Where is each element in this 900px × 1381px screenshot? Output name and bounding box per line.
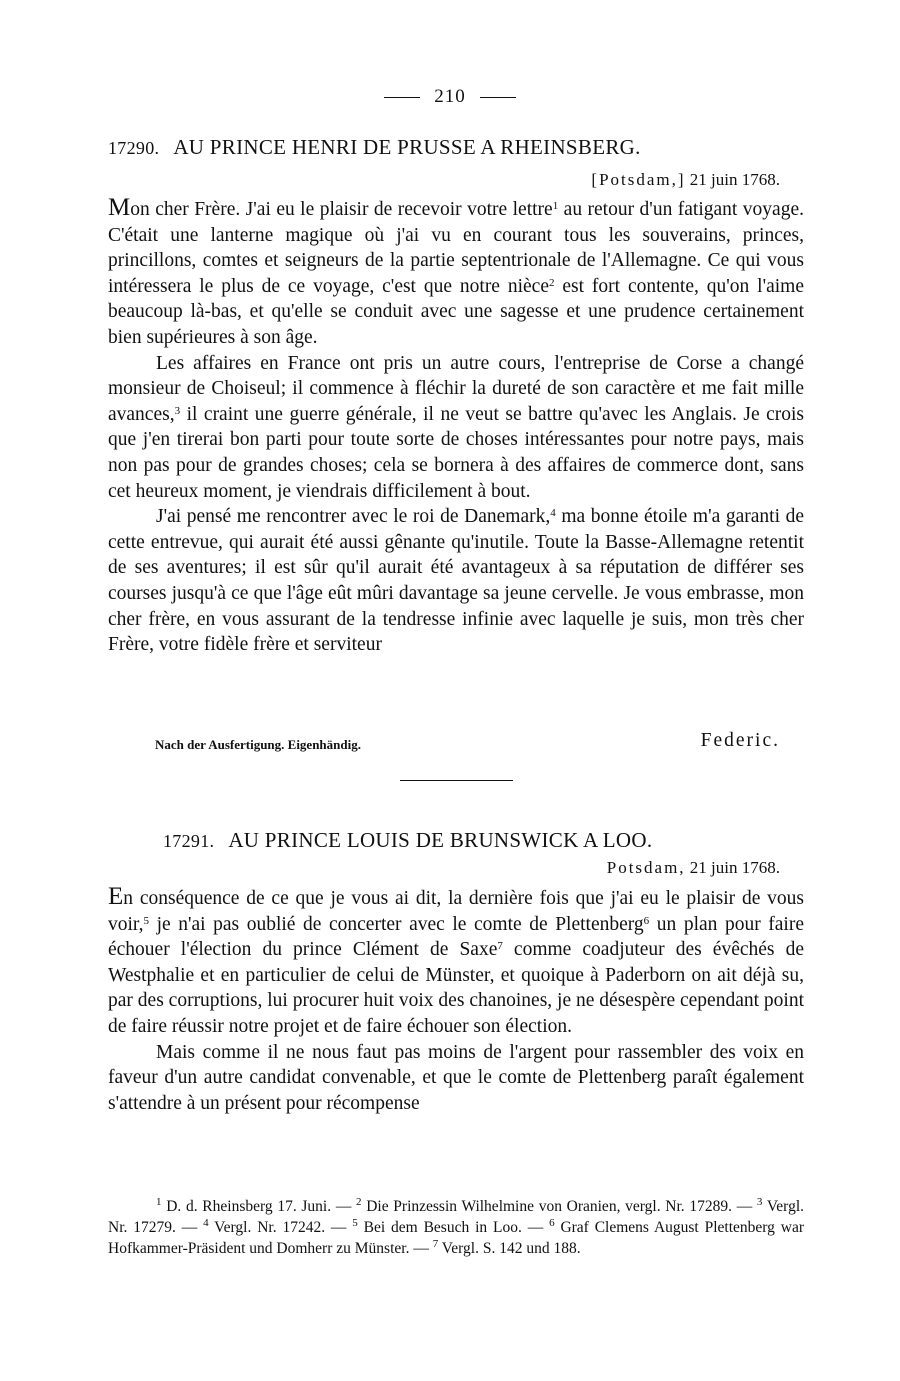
paragraph bbox=[108, 195, 804, 351]
footnote-text: D. d. Rheinsberg 17. Juni. — bbox=[161, 1198, 357, 1215]
text-run: je n'ai pas oublié de concerter avec le comte de Plettenberg bbox=[149, 913, 644, 935]
letter-number: 17290. bbox=[108, 138, 160, 158]
letter-heading: AU PRINCE LOUIS DE BRUNSWICK A LOO. bbox=[228, 828, 653, 852]
footnote-number: 2 bbox=[356, 1196, 362, 1208]
footnote-ref: 5 bbox=[143, 914, 150, 927]
footnote-text: Vergl. Nr. 17279. — bbox=[108, 1198, 804, 1236]
footnote-ref: 3 bbox=[174, 404, 181, 417]
paragraph bbox=[108, 504, 804, 658]
header-dash-right bbox=[480, 97, 516, 98]
text-run: comme coadjuteur des évêchés de Westphalie et en particulier de celui de Münster, et quoique à Paderborn on ait déjà su, par des corruptions, lui procurer huit voix des chanoines, je ne désespère cependant point de faire réussir notre projet et de faire échouer son élection. bbox=[108, 939, 804, 1037]
text-run: n conséquence de ce que je vous ai dit, la dernière fois que j'ai eu le plaisir de vous voir, bbox=[108, 888, 804, 935]
text-run: est fort contente, qu'on l'aime beaucoup là-bas, et qu'elle se conduit avec une sagesse et une prudence certainement bien supérieures à son âge. bbox=[108, 275, 804, 348]
text-run: J'ai pensé me rencontrer avec le roi de Danemark, bbox=[156, 506, 551, 528]
footnote-ref: 7 bbox=[497, 940, 503, 953]
letter-title bbox=[163, 828, 863, 853]
letter-title bbox=[108, 135, 808, 160]
text-run: un plan pour faire échouer l'élection du prince Clément de Saxe bbox=[108, 913, 804, 961]
footnote-number: 5 bbox=[352, 1217, 358, 1229]
footnote-text: Vergl. S. 142 und 188. bbox=[438, 1240, 581, 1257]
footnote-text: Die Prinzessin Wilhelmine von Oranien, vergl. Nr. 17289. — bbox=[361, 1198, 757, 1215]
footnote-number: 6 bbox=[549, 1217, 555, 1229]
letter-place: [Potsdam,] bbox=[591, 170, 686, 189]
text-run: au retour d'un fatigant voyage. C'était une lanterne magique où j'ai vu en courant tous les souverains, princes, princillons, comtes et seigneurs de la partie septentrionale de l'Allemagne. Ce qui vous intéressera le plus de ce voyage, c'est que notre nièce bbox=[108, 199, 804, 297]
letter-dateline bbox=[607, 858, 780, 878]
footnote-number: 1 bbox=[156, 1196, 162, 1208]
footnote-number: 7 bbox=[432, 1238, 439, 1250]
letter-dateline bbox=[591, 170, 780, 190]
footnote-block bbox=[108, 1196, 804, 1259]
letter-heading: AU PRINCE HENRI DE PRUSSE A RHEINSBERG. bbox=[173, 135, 641, 159]
letter-date: 21 juin 1768. bbox=[689, 858, 780, 877]
text-run: on cher Frère. J'ai eu le plaisir de recevoir votre lettre bbox=[130, 199, 553, 220]
paragraph bbox=[108, 351, 804, 505]
letter-date: 21 juin 1768. bbox=[689, 170, 780, 189]
footnote-ref: 2 bbox=[548, 276, 555, 289]
text-run: il craint une guerre générale, il ne veut se battre qu'avec les Anglais. Je crois que j'en tirerai bon parti pour toute sorte de choses intéressantes pour notre pays, mais non pas pour de grandes choses; cela se bornera à des affaires de commerce dont, sans cet heureux moment, je viendrais difficilement à bout. bbox=[108, 403, 804, 502]
section-divider bbox=[400, 780, 513, 781]
footnotes bbox=[108, 1196, 804, 1259]
initial-letter: E bbox=[108, 883, 124, 910]
letter-place: Potsdam, bbox=[606, 858, 686, 877]
header-dash-left bbox=[384, 97, 420, 98]
footnote-text: Graf Clemens August Plettenberg war Hofkammer-Präsident und Domherr zu Münster. — bbox=[108, 1219, 804, 1257]
footnote-text: Vergl. Nr. 17242. — bbox=[208, 1219, 353, 1236]
letter-number: 17291. bbox=[163, 831, 215, 851]
page-header bbox=[0, 86, 900, 108]
text-run: ma bonne étoile m'a garanti de cette entrevue, qui aurait été aussi gênante qu'inutile. Toute la Basse-Allemagne retentit de ses aventures; il est sûr qu'il aurait été avantageux à sa réputation de différer ses courses jusqu'à ce que l'âge eût mûri davantage sa jeune cervelle. Je vous embrasse, mon cher frère, en vous assurant de la tendresse infinie avec laquelle je suis, mon très cher Frère, votre fidèle frère et serviteur bbox=[108, 506, 804, 656]
footnote-number: 3 bbox=[756, 1196, 763, 1208]
text-run: Les affaires en France ont pris un autre cours, l'entreprise de Corse a changé monsieur de Choiseul; il commence à fléchir la dureté de son caractère et me fait mille avances, bbox=[108, 352, 804, 425]
letter-body bbox=[108, 195, 804, 658]
footnote-ref: 6 bbox=[643, 914, 650, 927]
paragraph: Mais comme il ne nous faut pas moins de l'argent pour rassembler des voix en faveur d'un autre candidat convenable, et que le comte de Plettenberg paraît également s'attendre à un présent pour récompense bbox=[108, 1041, 804, 1114]
signature: Federic. bbox=[700, 730, 780, 751]
initial-letter: M bbox=[108, 194, 131, 221]
footnote-ref: 4 bbox=[550, 507, 556, 520]
footnote-ref: 1 bbox=[552, 200, 559, 212]
letter-body bbox=[108, 884, 804, 1116]
footnote-text: Bei dem Besuch in Loo. — bbox=[357, 1219, 550, 1236]
footnote-number: 4 bbox=[203, 1217, 209, 1229]
source-note: Nach der Ausfertigung. Eigenhändig. bbox=[155, 737, 361, 752]
page-number: 210 bbox=[434, 86, 466, 107]
paragraph bbox=[108, 884, 804, 1040]
